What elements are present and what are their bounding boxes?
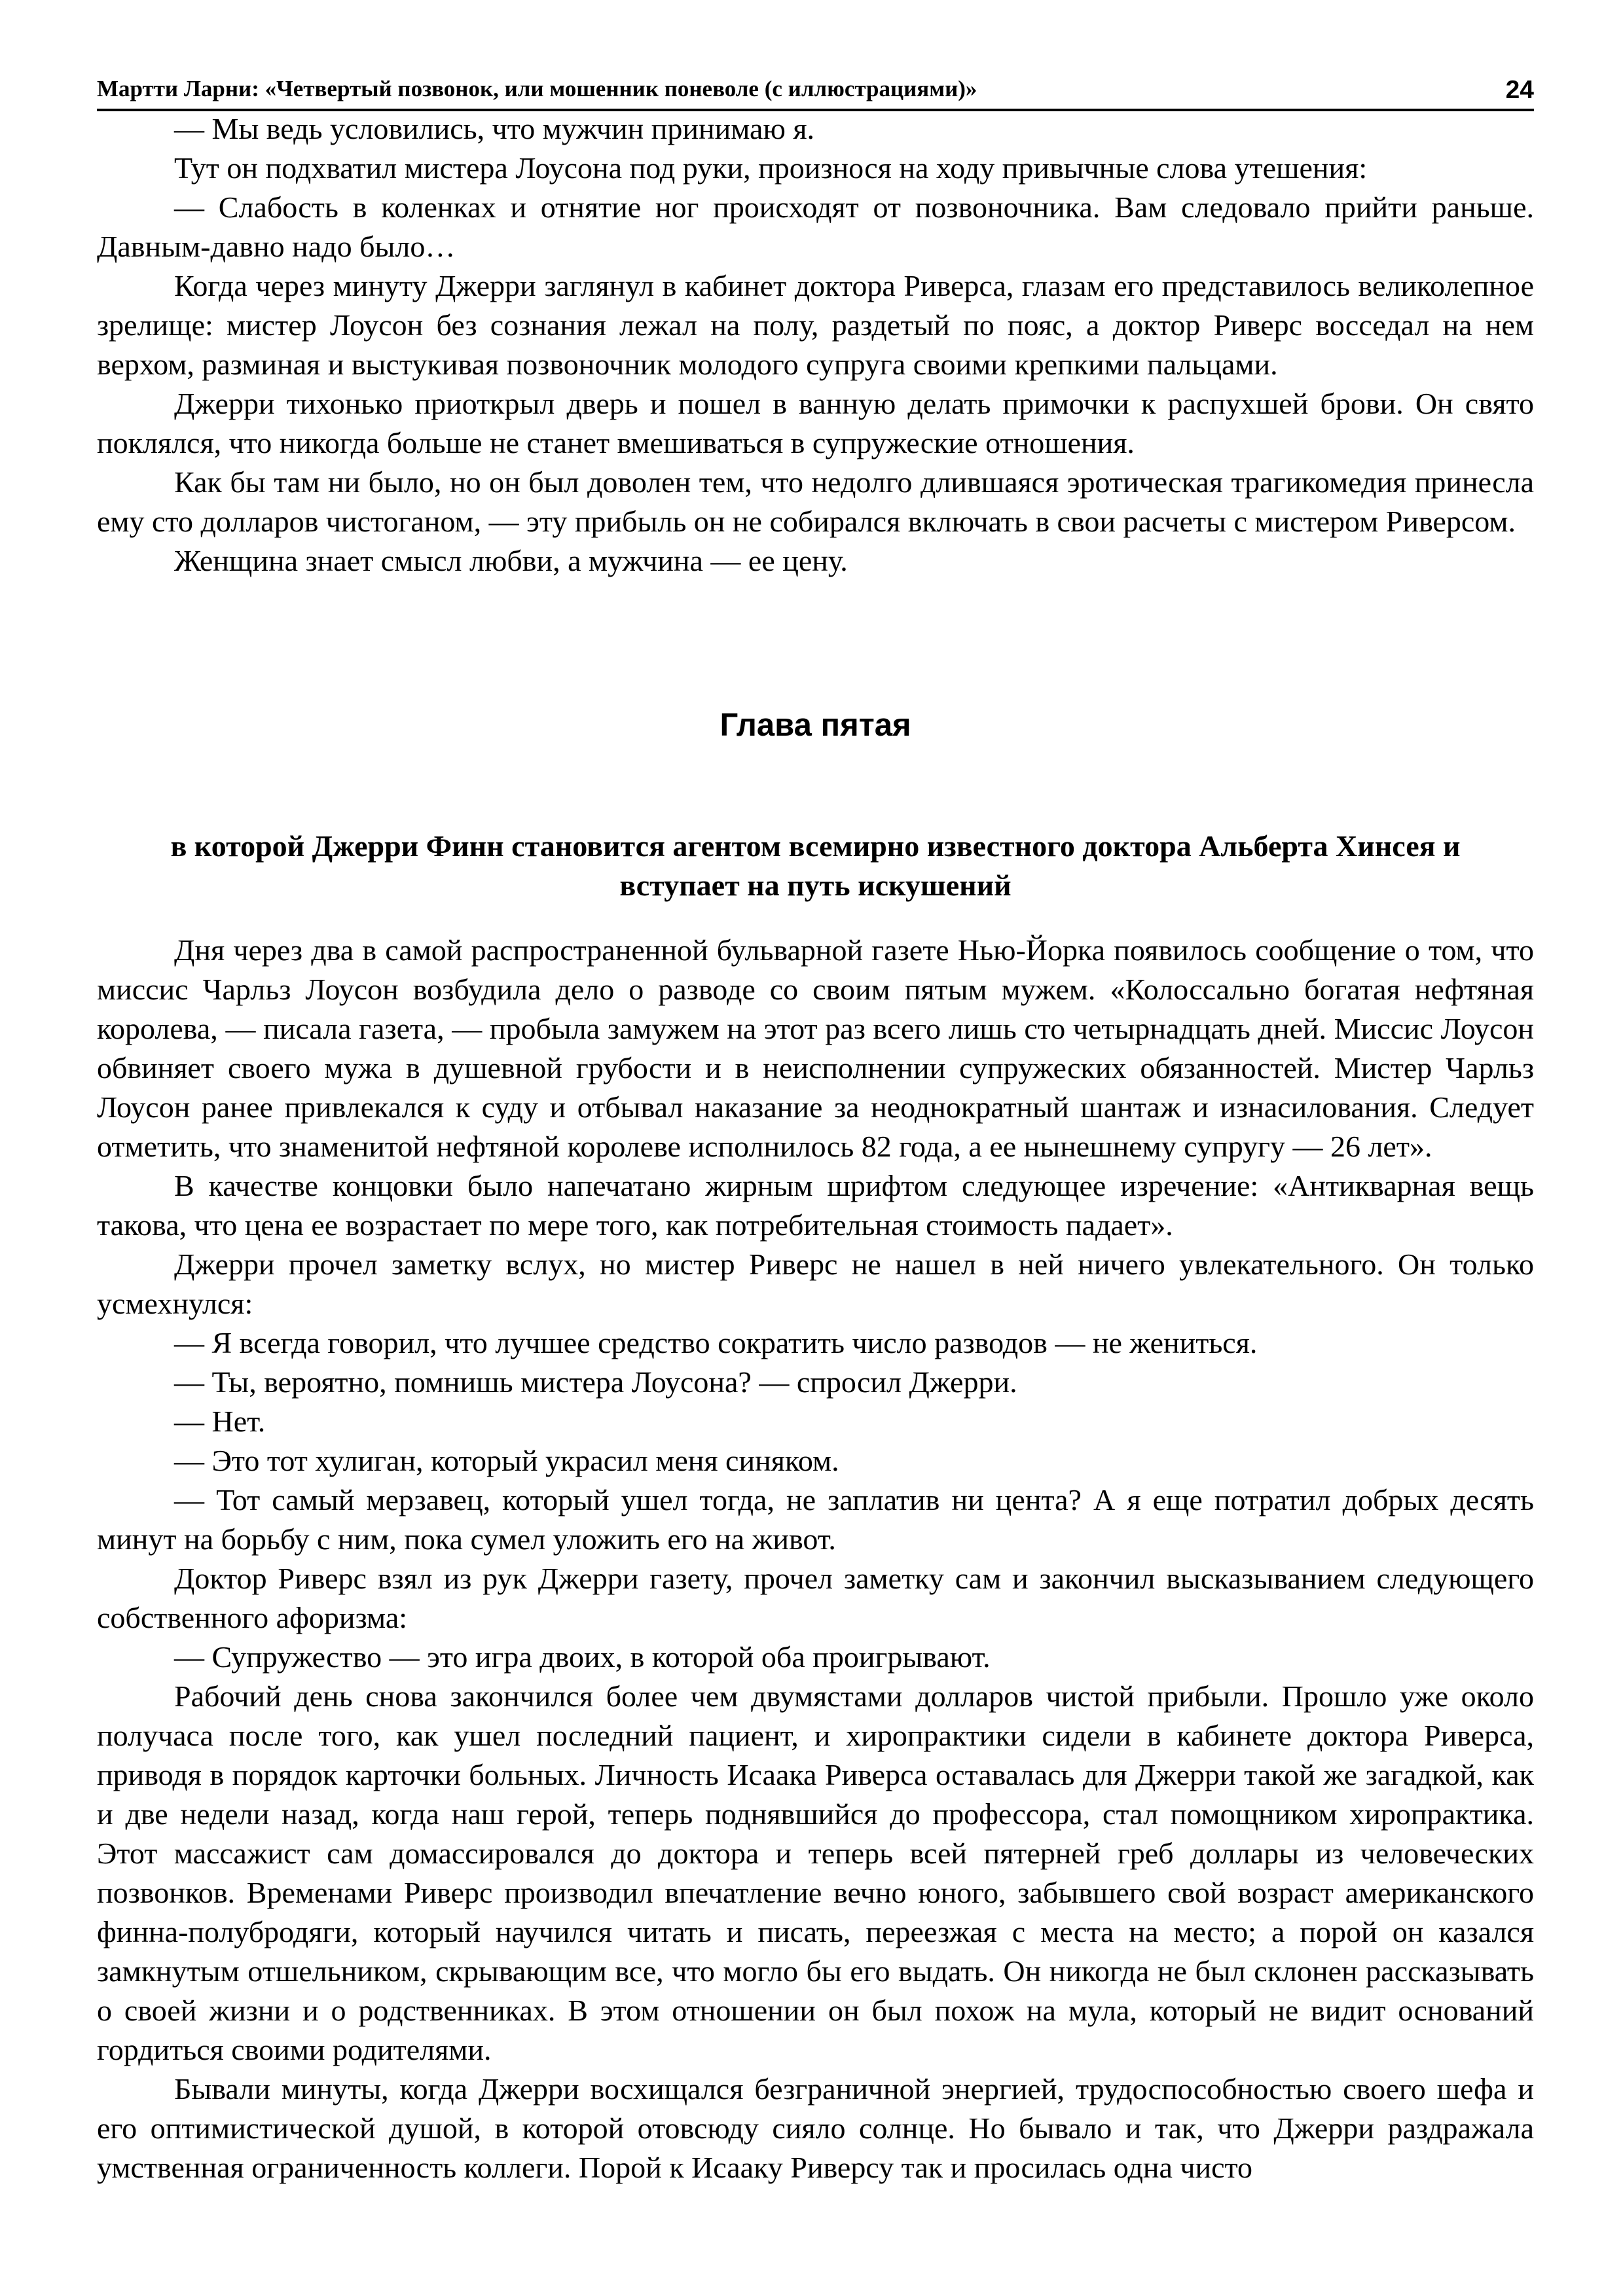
paragraph: Как бы там ни было, но он был доволен тем, что недолго длившаяся эротическая трагикомедия принесла ему сто долларов чистоганом, — эту прибыль он не собирался включать в свои расчеты с мистером Риверсом. <box>97 465 1534 538</box>
paragraph: Доктор Риверс взял из рук Джерри газету, прочел заметку сам и закончил высказыванием следующего собственного афоризма: <box>97 1562 1534 1634</box>
paragraph: — Ты, вероятно, помнишь мистера Лоусона? — спросил Джерри. <box>174 1365 1017 1399</box>
chapter-subtitle <box>97 827 1534 905</box>
paragraph: В качестве концовки было напечатано жирным шрифтом следующее изречение: «Антикварная вещь такова, что цена ее возрастает по мере того, как потребительная стоимость падает». <box>97 1169 1534 1242</box>
chapter-title: Глава пятая <box>720 708 911 743</box>
paragraph: Тут он подхватил мистера Лоусона под руки, произнося на ходу привычные слова утешения: <box>174 151 1368 185</box>
paragraph: Рабочий день снова закончился более чем двумястами долларов чистой прибыли. Прошло уже около получаса после того, как ушел последний пациент, и хиропрактики сидели в кабинете доктора Риверса, приводя в порядок карточки больных. Личность Исаака Риверса оставалась для Джерри такой же загадкой, как и две недели назад, когда наш герой, теперь поднявшийся до профессора, стал помощником хиропрактика. Этот массажист сам домассировался до доктора и теперь всей пятерней греб доллары из человеческих позвонков. Временами Риверс производил впечатление вечно юного, забывшего свой возраст американского финна-полубродяги, который научился читать и писать, переезжая с места на место; а порой он казался замкнутым отшельником, скрывающим все, что могло бы его выдать. Он никогда не был склонен рассказывать о своей жизни и о родственниках. В этом отношении он был похож на мула, который не видит оснований гордиться своими родителями. <box>97 1679 1534 2066</box>
chapter-subtitle-line: вступает на путь искушений <box>619 869 1012 902</box>
paragraph: — Это тот хулиган, который украсил меня синяком. <box>174 1444 839 1477</box>
paragraph: — Тот самый мерзавец, который ушел тогда, не заплатив ни цента? А я еще потратил добрых десять минут на борьбу с ним, пока сумел уложить его на живот. <box>97 1483 1534 1556</box>
document-page <box>97 0 1534 2296</box>
chapter-subtitle-line: в которой Джерри Финн становится агентом всемирно известного доктора Альберта Хинсея и <box>170 829 1461 863</box>
paragraph: Джерри тихонько приоткрыл дверь и пошел в ванную делать примочки к распухшей брови. Он свято поклялся, что никогда больше не станет вмешиваться в супружеские отношения. <box>97 387 1534 459</box>
paragraph: — Слабость в коленках и отнятие ног происходят от позвоночника. Вам следовало прийти раньше. Давным-давно надо было… <box>97 190 1534 263</box>
paragraph: Дня через два в самой распространенной бульварной газете Нью-Йорка появилось сообщение о том, что миссис Чарльз Лоусон возбудила дело о разводе со своим пятым мужем. «Колоссально богатая нефтяная королева, — писала газета, — пробыла замужем на этот раз всего лишь сто четырнадцать дней. Миссис Лоусон обвиняет своего мужа в душевной грубости и в неисполнении супружеских обязанностей. Мистер Чарльз Лоусон ранее привлекался к суду и отбывал наказание за неоднократный шантаж и изнасилования. Следует отметить, что знаменитой нефтяной королеве исполнилось 82 года, а ее нынешнему супругу — 26 лет». <box>97 933 1534 1163</box>
text-block-top <box>97 109 1534 581</box>
paragraph: Бывали минуты, когда Джерри восхищался безграничной энергией, трудоспособностью своего шефа и его оптимистической душой, в которой отовсюду сияло солнце. Но бывало и так, что Джерри раздражала умственная ограниченность коллеги. Порой к Исааку Риверсу так и просилась одна чисто <box>97 2072 1534 2184</box>
paragraph: — Я всегда говорил, что лучшее средство сократить число разводов — не жениться. <box>174 1326 1258 1359</box>
paragraph: — Нет. <box>174 1405 266 1438</box>
paragraph: Когда через минуту Джерри заглянул в кабинет доктора Риверса, глазам его представилось великолепное зрелище: мистер Лоусон без сознания лежал на полу, раздетый по пояс, а доктор Риверс восседал на нем верхом, разминая и выстукивая позвоночник молодого супруга своими крепкими пальцами. <box>97 269 1534 381</box>
paragraph: Джерри прочел заметку вслух, но мистер Риверс не нашел в ней ничего увлекательного. Он только усмехнулся: <box>97 1247 1534 1320</box>
text-block-bottom <box>97 931 1534 2187</box>
header-title: Мартти Ларни: «Четвертый позвонок, или мошенник поневоле (с иллюстрациями)» <box>97 76 977 101</box>
paragraph: — Мы ведь условились, что мужчин принимаю я. <box>174 112 814 145</box>
paragraph: — Супружество — это игра двоих, в которой оба проигрывают. <box>174 1640 991 1674</box>
running-header <box>97 68 1534 111</box>
page-number: 24 <box>1505 76 1534 104</box>
paragraph: Женщина знает смысл любви, а мужчина — ее цену. <box>174 544 848 577</box>
